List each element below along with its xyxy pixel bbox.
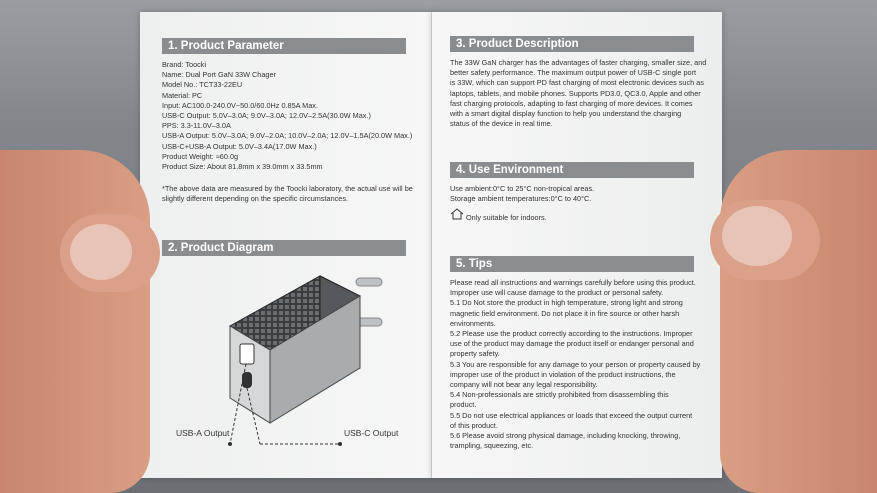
measurement-note: [162, 184, 413, 204]
param-line: USB-A Output: 5.0V–3.0A; 9.0V–2.0A; 10.0V–2.0A; 12.0V–1.5A(20.0W Max.): [162, 131, 413, 141]
section-product-diagram-heading: 2. Product Diagram: [162, 240, 406, 256]
tip-line: property safety.: [450, 349, 500, 359]
tip-line: 5.5 Do not use electrical appliances or loads that exceed the output current: [450, 410, 693, 420]
tip-line: 5.3 You are responsible for any damage to your person or property caused by: [450, 359, 701, 369]
tip-line: Please read all instructions and warnings carefully before using this product.: [450, 278, 696, 287]
description-line: with a smart digital display function to help you understand the charging: [450, 109, 682, 119]
tip-line: product.: [450, 400, 477, 410]
section-tips-heading: 5. Tips: [450, 256, 694, 272]
tips-list: [450, 278, 700, 451]
usb-a-dot: [228, 442, 232, 446]
product-description: [450, 58, 706, 129]
manual-right-page: [432, 12, 722, 478]
product-parameter-list: [162, 60, 412, 172]
section-product-parameter-heading: 1. Product Parameter: [162, 38, 406, 54]
param-line: Name: Dual Port GaN 33W Chager: [162, 70, 276, 80]
param-line: Model No.: TCT33-22EU: [162, 80, 243, 90]
left-hand: [0, 150, 150, 493]
left-thumbnail: [70, 224, 132, 280]
param-line: PPS: 3.3-11.0V–3.0A: [162, 121, 231, 131]
description-line: fast charging protocols, adapting to fast charging of more devices. It comes: [450, 98, 693, 108]
description-line: better safety performance. The maximum output power of USB-C single port: [450, 68, 697, 78]
tip-line: magnetic field environment. Do not place it in fire source or other harsh: [450, 308, 680, 318]
description-line: is 33W, which can support PD fast charging of most electronic devices such as: [450, 78, 704, 88]
usb-a-label: USB-A Output: [176, 428, 230, 438]
house-icon: [450, 208, 464, 220]
tip-line: 5.6 Please avoid strong physical damage, including knocking, throwing,: [450, 431, 681, 441]
tip-line: 5.1 Do Not store the product in high temperature, strong light and strong: [450, 298, 683, 308]
environment-line: Storage ambient temperatures:0°C to 40°C.: [450, 194, 592, 204]
use-environment: [450, 184, 594, 204]
param-line: USB-C Output: 5.0V–3.0A; 9.0V–3.0A; 12.0V–2.5A(30.0W Max.): [162, 111, 371, 121]
manual-left-page: [140, 12, 432, 478]
description-line: The 33W GaN charger has the advantages of faster charging, smaller size, and: [450, 58, 707, 67]
tip-line: use of the product may damage the product itself or endanger personal and: [450, 339, 694, 349]
note-line: slightly different depending on the specific circumstances.: [162, 194, 349, 204]
tip-line: 5.4 Non-professionals are strictly prohibited from disassembling this: [450, 390, 669, 400]
usb-a-port: [240, 344, 254, 364]
section-use-environment-heading: 4. Use Environment: [450, 162, 694, 178]
description-line: laptops, tablets, and mobile phones. Supports PD3.0, QC3.0, Apple and other: [450, 88, 701, 98]
note-line: *The above data are measured by the Toocki laboratory, the actual use will be: [162, 184, 413, 193]
tip-line: 5.2 Please use the product correctly according to the instructions. Improper: [450, 329, 693, 339]
tip-line: company will not bear any legal responsibility.: [450, 380, 598, 390]
usb-c-label: USB-C Output: [344, 428, 399, 438]
tip-line: improper use of the product in violation of the product instructions, the: [450, 369, 676, 379]
param-line: Material: PC: [162, 90, 203, 100]
param-line: USB-C+USB-A Output: 5.0V–3.4A(17.0W Max.): [162, 141, 317, 151]
tip-line: trampling, squeezing, etc.: [450, 441, 534, 451]
tip-line: Improper use will cause damage to the product or personal safety.: [450, 288, 664, 298]
param-line: Product Size: About 81.8mm x 39.0mm x 33.5mm: [162, 162, 323, 172]
tip-line: of this product.: [450, 420, 498, 430]
description-line: status of the device in real time.: [450, 119, 553, 129]
section-product-description-heading: 3. Product Description: [450, 36, 694, 52]
param-line: Input: AC100.0-240.0V~50.0/60.0Hz 0.85A Max.: [162, 100, 318, 110]
param-line: Product Weight: ≈60.0g: [162, 151, 239, 161]
param-line: Brand: Toocki: [162, 60, 207, 69]
tip-line: environments.: [450, 318, 496, 328]
usb-c-dot: [338, 442, 342, 446]
indoor-note: Only suitable for indoors.: [466, 213, 547, 222]
charger-diagram: [170, 268, 410, 448]
environment-line: Use ambient:0°C to 25°C non-tropical areas.: [450, 184, 595, 193]
right-thumbnail: [722, 206, 792, 266]
